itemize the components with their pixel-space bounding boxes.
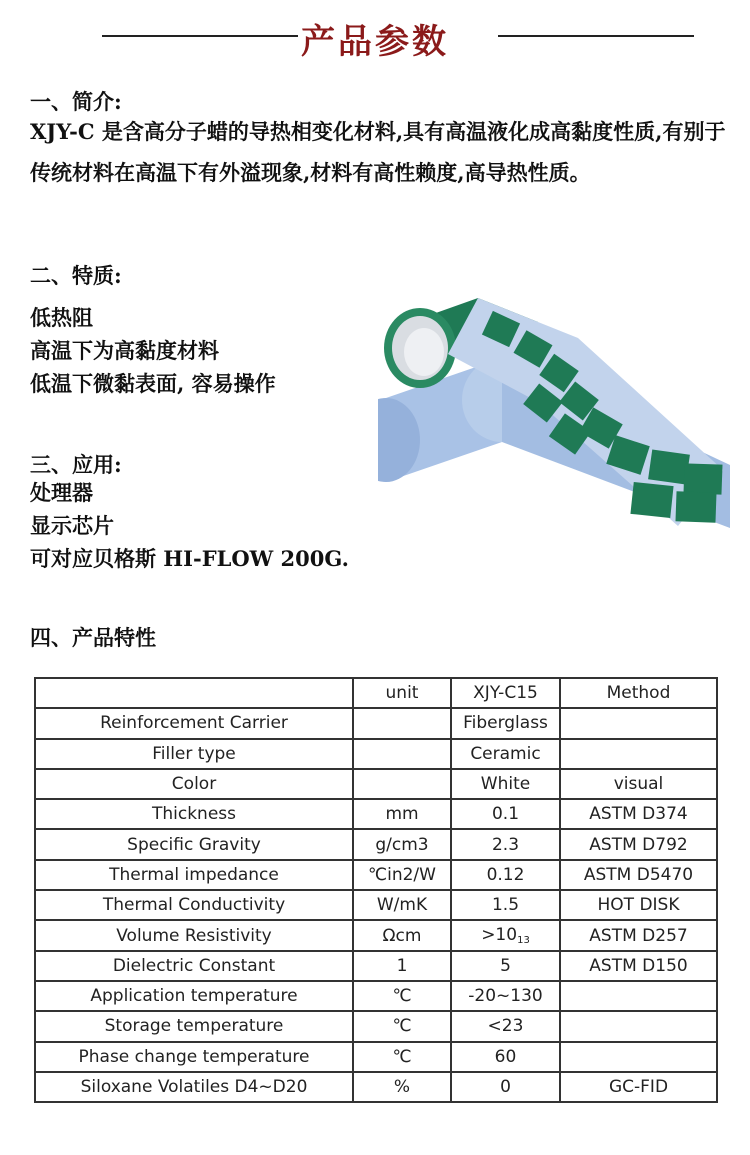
feature-item: 高温下为高黏度材料 [30, 338, 219, 363]
property-unit: 1 [353, 951, 451, 981]
table-row [35, 920, 717, 950]
property-value: 1.5 [451, 890, 560, 920]
application-item: 可对应贝格斯 HI-FLOW 200G. [30, 546, 349, 571]
property-unit: Ωcm [353, 920, 451, 950]
property-name: Thermal impedance [35, 860, 353, 890]
table-row [35, 1072, 717, 1102]
table-row [35, 829, 717, 859]
table-row [35, 890, 717, 920]
header-right-rule [498, 35, 694, 37]
property-unit: ℃ [353, 981, 451, 1011]
applications-list [30, 476, 349, 575]
property-unit [353, 769, 451, 799]
feature-item: 低热阻 [30, 305, 93, 330]
table-row [35, 708, 717, 738]
property-value: <23 [451, 1011, 560, 1041]
property-name: Application temperature [35, 981, 353, 1011]
property-name: Reinforcement Carrier [35, 708, 353, 738]
properties-table [34, 677, 718, 1103]
property-value: 2.3 [451, 829, 560, 859]
properties-heading: 四、产品特性 [30, 625, 156, 650]
property-method [560, 1011, 717, 1041]
property-value: 0 [451, 1072, 560, 1102]
property-value: 60 [451, 1042, 560, 1072]
property-method: ASTM D257 [560, 920, 717, 950]
property-unit: ℃in2/W [353, 860, 451, 890]
property-unit [353, 708, 451, 738]
property-method [560, 739, 717, 769]
header-cell [35, 678, 353, 708]
property-name: Dielectric Constant [35, 951, 353, 981]
table-header-row [35, 678, 717, 708]
table-row [35, 799, 717, 829]
property-name: Siloxane Volatiles D4~D20 [35, 1072, 353, 1102]
property-unit: mm [353, 799, 451, 829]
property-method: ASTM D792 [560, 829, 717, 859]
property-value: Fiberglass [451, 708, 560, 738]
intro-heading: 一、简介: [30, 89, 122, 114]
header-cell: XJY-C15 [451, 678, 560, 708]
table-row [35, 739, 717, 769]
property-value: 0.1 [451, 799, 560, 829]
application-item: 处理器 [30, 480, 93, 505]
property-value: -20~130 [451, 981, 560, 1011]
property-name: Filler type [35, 739, 353, 769]
property-name: Thermal Conductivity [35, 890, 353, 920]
property-unit: W/mK [353, 890, 451, 920]
property-unit: ℃ [353, 1042, 451, 1072]
property-method: visual [560, 769, 717, 799]
application-item: 显示芯片 [30, 513, 114, 538]
applications-heading: 三、应用: [30, 452, 122, 477]
property-unit: % [353, 1072, 451, 1102]
property-method [560, 708, 717, 738]
intro-text: XJY-C 是含高分子蜡的导热相变化材料,具有高温液化成高黏度性质,有别于传统材料在高温下有外溢现象,材料有高性赖度,高导热性质。 [30, 119, 726, 185]
value-exponent: 13 [517, 935, 530, 947]
property-name: Storage temperature [35, 1011, 353, 1041]
table-row [35, 981, 717, 1011]
property-method [560, 1042, 717, 1072]
property-value: White [451, 769, 560, 799]
table-row [35, 860, 717, 890]
property-method: ASTM D5470 [560, 860, 717, 890]
property-value [451, 920, 560, 950]
product-roll-image [378, 290, 730, 528]
feature-item: 低温下微黏表面, 容易操作 [30, 371, 276, 396]
property-value: 5 [451, 951, 560, 981]
property-name: Thickness [35, 799, 353, 829]
table-row [35, 769, 717, 799]
property-name: Phase change temperature [35, 1042, 353, 1072]
property-method: GC-FID [560, 1072, 717, 1102]
header-cell: unit [353, 678, 451, 708]
property-unit: ℃ [353, 1011, 451, 1041]
property-unit: g/cm3 [353, 829, 451, 859]
property-name: Color [35, 769, 353, 799]
property-method [560, 981, 717, 1011]
property-value: Ceramic [451, 739, 560, 769]
property-method: ASTM D150 [560, 951, 717, 981]
property-unit [353, 739, 451, 769]
page-title: 产品参数 [301, 22, 449, 62]
page-header [0, 10, 750, 60]
value-text: >10 [481, 925, 518, 946]
table-row [35, 1011, 717, 1041]
property-method: HOT DISK [560, 890, 717, 920]
property-name: Specific Gravity [35, 829, 353, 859]
header-cell: Method [560, 678, 717, 708]
property-method: ASTM D374 [560, 799, 717, 829]
features-list [30, 301, 276, 400]
property-name: Volume Resistivity [35, 920, 353, 950]
table-row [35, 951, 717, 981]
table-row [35, 1042, 717, 1072]
property-value: 0.12 [451, 860, 560, 890]
features-heading: 二、特质: [30, 263, 122, 288]
